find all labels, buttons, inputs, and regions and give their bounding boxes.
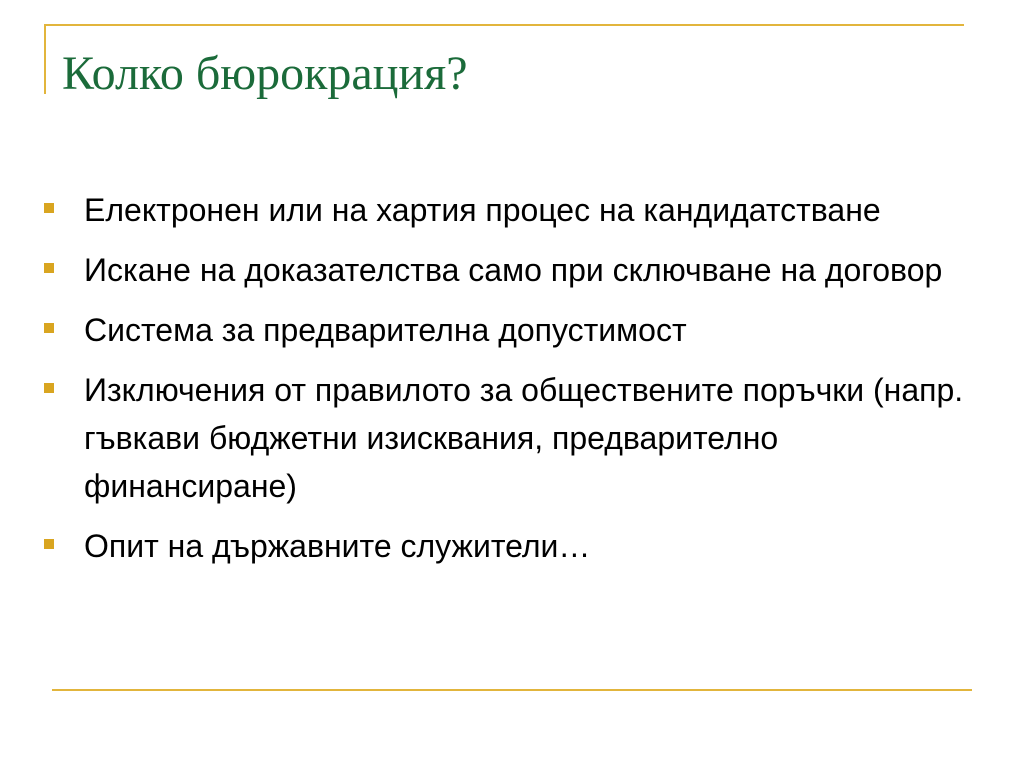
square-bullet-icon bbox=[44, 323, 54, 333]
square-bullet-icon bbox=[44, 203, 54, 213]
bullet-item bbox=[44, 366, 964, 510]
bullet-item bbox=[44, 246, 964, 294]
bullet-item bbox=[44, 306, 964, 354]
bullet-text: Електронен или на хартия процес на кандидатстване bbox=[84, 192, 881, 228]
bullet-text: Система за предварителна допустимост bbox=[84, 312, 687, 348]
top-accent-line bbox=[44, 24, 964, 26]
left-accent-line bbox=[44, 24, 46, 94]
square-bullet-icon bbox=[44, 539, 54, 549]
slide-title: Колко бюрокрация? bbox=[62, 47, 468, 100]
bullet-list bbox=[44, 186, 964, 582]
bullet-text: Изключения от правилото за обществените поръчки (напр. гъвкави бюджетни изисквания, предварително финансиране) bbox=[84, 372, 964, 504]
bullet-text: Искане на доказателства само при сключване на договор bbox=[84, 252, 943, 288]
bottom-accent-line bbox=[52, 689, 972, 691]
bullet-item bbox=[44, 522, 964, 570]
bullet-text: Опит на държавните служители… bbox=[84, 528, 591, 564]
square-bullet-icon bbox=[44, 263, 54, 273]
bullet-item bbox=[44, 186, 964, 234]
square-bullet-icon bbox=[44, 383, 54, 393]
